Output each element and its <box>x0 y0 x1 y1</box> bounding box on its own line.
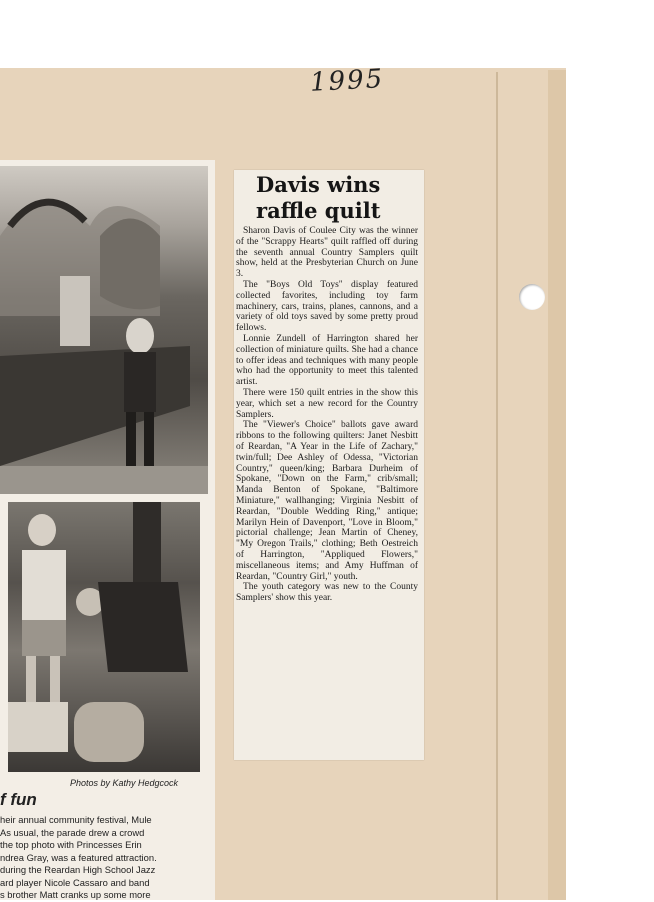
article-body <box>236 226 418 604</box>
page-fold <box>496 72 498 900</box>
article-paragraph: Lonnie Zundell of Harrington shared her collection of miniature quilts. She had a chance to offer ideas and techniques with many people who had the opportunity to meet this talented artist. <box>236 333 418 388</box>
left-article-line: As usual, the parade drew a crowd <box>0 826 145 838</box>
parade-float-photo <box>0 166 208 494</box>
article-paragraph: The youth category was new to the County Samplers' show this year. <box>236 582 418 604</box>
binder-hole <box>519 284 545 310</box>
photo-credit: Photos by Kathy Hedgcock <box>70 778 179 788</box>
children-illustration <box>8 502 200 772</box>
left-article-line: during the Reardan High School Jazz <box>0 864 156 875</box>
article-paragraph: Sharon Davis of Coulee City was the winner of the "Scrappy Hearts" quilt raffled off during the seventh annual Country Samplers quilt show, held at the Presbyterian Church on June 3. <box>236 226 418 280</box>
parade-float-illustration <box>0 166 208 494</box>
article-paragraph: The "Viewer's Choice" ballots gave award ribbons to the following quilters: Janet Nesbitt of Reardan, "A Year in the Life of Zachary," twin/full; Dee Ashley of Odessa, "Victorian Country," queen/king; Barbara Durheim of Spokane, "Down on the Farm," crib/small; Manda Benton of Spokane, "Baltimore Miniature," wallhanging; Virginia Nesbitt of Reardan, "Double Wedding Ring," antique; Marilyn Hein of Davenport, "Love in Bloom," pictorial challenge; Jean Martin of Cheney, "My Oregon Trails," clothing; Beth Oestreich of Harrington, "Appliqued Flowers," miscellaneous items; and Amy Huffman of Reardan, "Country Girl," youth. <box>236 420 418 582</box>
left-article-line: the top photo with Princesses Erin <box>0 839 142 850</box>
left-article-text <box>0 814 206 902</box>
left-headline-fragment: f fun <box>0 790 37 809</box>
fair-children-photo <box>8 502 200 772</box>
article-headline: Davis wins raffle quilt <box>256 172 381 223</box>
left-article-line: s brother Matt cranks up some more <box>0 889 151 900</box>
article-paragraph: There were 150 quilt entries in the show this year, which set a new record for the Country Samplers. <box>236 387 418 420</box>
article-paragraph: The "Boys Old Toys" display featured collected favorites, including toy farm machinery, cars, trains, planes, cannons, and a variety of old toys saved by some pretty proud fellows. <box>236 279 418 334</box>
left-article-line: ndrea Gray, was a featured attraction. <box>0 851 157 863</box>
page-edge <box>548 70 566 900</box>
left-article-line: heir annual community festival, Mule <box>0 814 152 825</box>
left-article-line: ard player Nicole Cassaro and band <box>0 876 150 888</box>
year-annotation: 1995 <box>309 64 385 98</box>
